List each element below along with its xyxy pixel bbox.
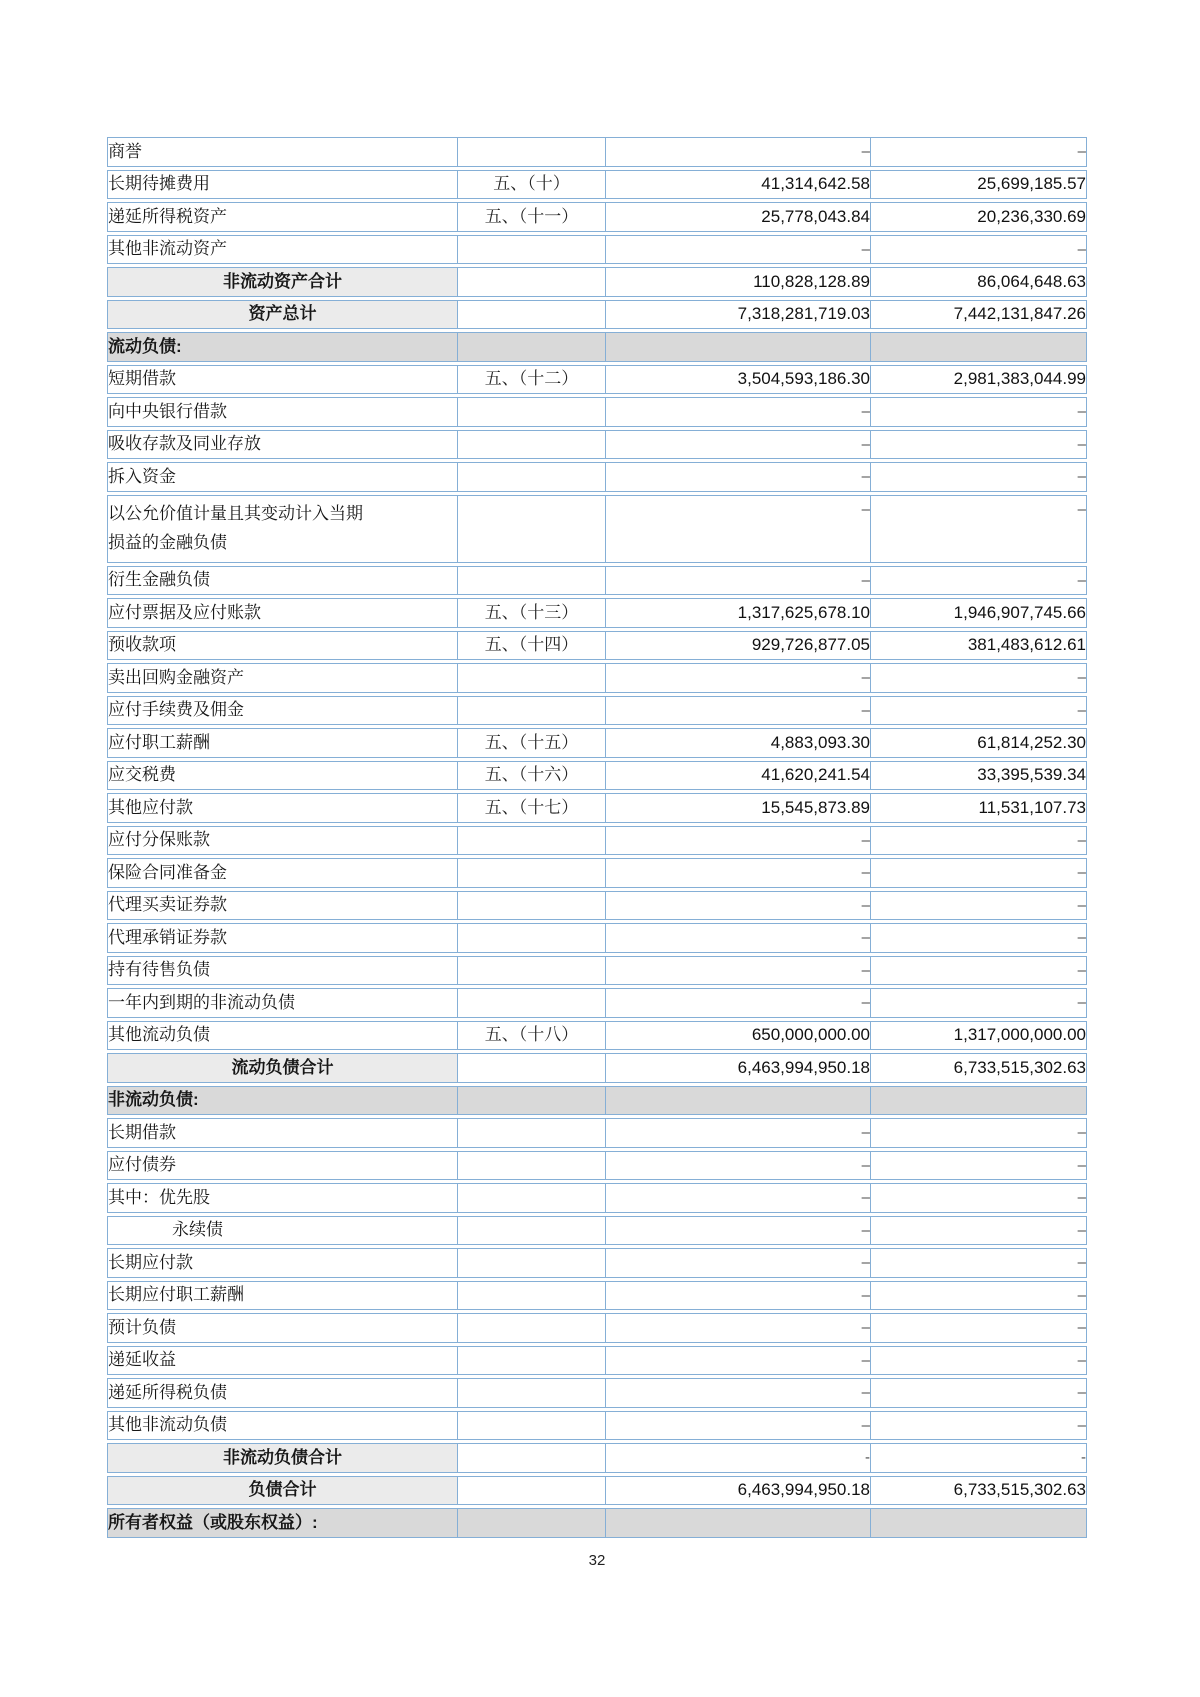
item-label-cell: 应付票据及应付账款 — [107, 598, 458, 628]
prior-period-amount-cell: – — [871, 1216, 1087, 1246]
prior-period-amount-cell: – — [871, 1313, 1087, 1343]
item-label-cell: 其中：优先股 — [107, 1183, 458, 1213]
item-label-line2: 损益的金融负债 — [108, 532, 227, 552]
prior-period-amount-cell: – — [871, 1346, 1087, 1376]
table-row — [107, 696, 1087, 726]
note-reference-cell — [458, 1053, 606, 1083]
prior-period-amount-cell: 6,733,515,302.63 — [871, 1476, 1087, 1506]
item-label-cell: 向中央银行借款 — [107, 397, 458, 427]
prior-period-amount-cell: 6,733,515,302.63 — [871, 1053, 1087, 1083]
item-label-cell: 非流动负债合计 — [107, 1443, 458, 1473]
note-reference-cell — [458, 1216, 606, 1246]
current-period-amount-cell: – — [606, 430, 871, 460]
item-label-cell: 商誉 — [107, 137, 458, 167]
current-period-amount-cell: 3,504,593,186.30 — [606, 365, 871, 395]
prior-period-amount-cell: – — [871, 495, 1087, 563]
table-row — [107, 956, 1087, 986]
table-row — [107, 332, 1087, 362]
note-reference-cell — [458, 1248, 606, 1278]
item-label-cell: 应付分保账款 — [107, 826, 458, 856]
table-row — [107, 923, 1087, 953]
item-label-cell: 递延所得税资产 — [107, 202, 458, 232]
item-label-cell: 非流动资产合计 — [107, 267, 458, 297]
current-period-amount-cell: – — [606, 1118, 871, 1148]
prior-period-amount-cell: – — [871, 988, 1087, 1018]
prior-period-amount-cell: – — [871, 1281, 1087, 1311]
table-row — [107, 1151, 1087, 1181]
note-reference-cell: 五、（十二） — [458, 365, 606, 395]
current-period-amount-cell: – — [606, 137, 871, 167]
item-label-cell: 非流动负债: — [107, 1086, 458, 1116]
note-reference-cell: 五、（十四） — [458, 631, 606, 661]
current-period-amount-cell: – — [606, 891, 871, 921]
prior-period-amount-cell: – — [871, 566, 1087, 596]
current-period-amount-cell: - — [606, 1443, 871, 1473]
current-period-amount-cell: 4,883,093.30 — [606, 728, 871, 758]
prior-period-amount-cell: 33,395,539.34 — [871, 761, 1087, 791]
prior-period-amount-cell: 381,483,612.61 — [871, 631, 1087, 661]
table-row — [107, 988, 1087, 1018]
current-period-amount-cell: 6,463,994,950.18 — [606, 1053, 871, 1083]
prior-period-amount-cell: 86,064,648.63 — [871, 267, 1087, 297]
note-reference-cell — [458, 1346, 606, 1376]
item-label-cell: 其他非流动资产 — [107, 235, 458, 265]
table-row — [107, 1443, 1087, 1473]
prior-period-amount-cell: – — [871, 137, 1087, 167]
prior-period-amount-cell: 20,236,330.69 — [871, 202, 1087, 232]
prior-period-amount-cell: 7,442,131,847.26 — [871, 300, 1087, 330]
prior-period-amount-cell: – — [871, 397, 1087, 427]
current-period-amount-cell: – — [606, 923, 871, 953]
prior-period-amount-cell: – — [871, 1411, 1087, 1441]
table-row — [107, 1053, 1087, 1083]
current-period-amount-cell — [606, 1508, 871, 1538]
note-reference-cell — [458, 1378, 606, 1408]
prior-period-amount-cell: 25,699,185.57 — [871, 170, 1087, 200]
prior-period-amount-cell: – — [871, 430, 1087, 460]
current-period-amount-cell: 650,000,000.00 — [606, 1021, 871, 1051]
current-period-amount-cell: 6,463,994,950.18 — [606, 1476, 871, 1506]
page-number: 32 — [588, 1552, 606, 1569]
note-reference-cell — [458, 235, 606, 265]
current-period-amount-cell: 15,545,873.89 — [606, 793, 871, 823]
current-period-amount-cell: – — [606, 956, 871, 986]
current-period-amount-cell: 41,620,241.54 — [606, 761, 871, 791]
table-row — [107, 170, 1087, 200]
table-row — [107, 1086, 1087, 1116]
note-reference-cell — [458, 495, 606, 563]
current-period-amount-cell: – — [606, 826, 871, 856]
table-row — [107, 1346, 1087, 1376]
note-reference-cell — [458, 1443, 606, 1473]
item-label-cell: 保险合同准备金 — [107, 858, 458, 888]
current-period-amount-cell: 25,778,043.84 — [606, 202, 871, 232]
current-period-amount-cell: – — [606, 1346, 871, 1376]
current-period-amount-cell: – — [606, 663, 871, 693]
note-reference-cell — [458, 696, 606, 726]
table-row — [107, 793, 1087, 823]
item-label-cell: 长期应付职工薪酬 — [107, 1281, 458, 1311]
item-label-cell: 资产总计 — [107, 300, 458, 330]
current-period-amount-cell: – — [606, 397, 871, 427]
table-row — [107, 1313, 1087, 1343]
item-label-cell: 吸收存款及同业存放 — [107, 430, 458, 460]
prior-period-amount-cell — [871, 1086, 1087, 1116]
table-row — [107, 430, 1087, 460]
item-label-cell: 应交税费 — [107, 761, 458, 791]
prior-period-amount-cell: – — [871, 1378, 1087, 1408]
prior-period-amount-cell — [871, 1508, 1087, 1538]
prior-period-amount-cell: – — [871, 858, 1087, 888]
current-period-amount-cell: – — [606, 1183, 871, 1213]
current-period-amount-cell: – — [606, 566, 871, 596]
current-period-amount-cell: – — [606, 1248, 871, 1278]
note-reference-cell — [458, 956, 606, 986]
note-reference-cell — [458, 1086, 606, 1116]
item-label-cell: 永续债 — [107, 1216, 458, 1246]
note-reference-cell: 五、（十七） — [458, 793, 606, 823]
item-label-cell: 预计负债 — [107, 1313, 458, 1343]
table-row — [107, 1183, 1087, 1213]
prior-period-amount-cell: – — [871, 462, 1087, 492]
current-period-amount-cell — [606, 332, 871, 362]
table-row — [107, 891, 1087, 921]
current-period-amount-cell: 110,828,128.89 — [606, 267, 871, 297]
prior-period-amount-cell: – — [871, 663, 1087, 693]
note-reference-cell — [458, 826, 606, 856]
note-reference-cell — [458, 462, 606, 492]
current-period-amount-cell — [606, 1086, 871, 1116]
current-period-amount-cell: – — [606, 462, 871, 492]
table-row — [107, 137, 1087, 167]
note-reference-cell — [458, 566, 606, 596]
note-reference-cell — [458, 1508, 606, 1538]
table-row — [107, 631, 1087, 661]
prior-period-amount-cell: – — [871, 891, 1087, 921]
table-row — [107, 663, 1087, 693]
note-reference-cell — [458, 1183, 606, 1213]
note-reference-cell — [458, 1411, 606, 1441]
item-label-cell: 一年内到期的非流动负债 — [107, 988, 458, 1018]
prior-period-amount-cell: 61,814,252.30 — [871, 728, 1087, 758]
balance-sheet-table-body — [107, 137, 1087, 1538]
note-reference-cell — [458, 267, 606, 297]
item-label-cell: 持有待售负债 — [107, 956, 458, 986]
note-reference-cell — [458, 300, 606, 330]
item-label-cell: 拆入资金 — [107, 462, 458, 492]
table-row — [107, 1118, 1087, 1148]
table-row — [107, 462, 1087, 492]
item-label-cell: 负债合计 — [107, 1476, 458, 1506]
table-row — [107, 1248, 1087, 1278]
item-label-cell: 长期借款 — [107, 1118, 458, 1148]
item-label-cell: 应付职工薪酬 — [107, 728, 458, 758]
current-period-amount-cell: 41,314,642.58 — [606, 170, 871, 200]
table-row — [107, 1021, 1087, 1051]
item-label-cell: 预收款项 — [107, 631, 458, 661]
current-period-amount-cell: – — [606, 1411, 871, 1441]
note-reference-cell: 五、（十五） — [458, 728, 606, 758]
prior-period-amount-cell: 1,946,907,745.66 — [871, 598, 1087, 628]
note-reference-cell: 五、（十八） — [458, 1021, 606, 1051]
current-period-amount-cell: – — [606, 1151, 871, 1181]
table-row — [107, 826, 1087, 856]
current-period-amount-cell: 7,318,281,719.03 — [606, 300, 871, 330]
item-label-cell: 代理买卖证券款 — [107, 891, 458, 921]
table-row — [107, 1216, 1087, 1246]
note-reference-cell — [458, 137, 606, 167]
current-period-amount-cell: – — [606, 1216, 871, 1246]
note-reference-cell: 五、（十三） — [458, 598, 606, 628]
item-label-cell — [107, 495, 458, 563]
note-reference-cell — [458, 663, 606, 693]
prior-period-amount-cell: – — [871, 1248, 1087, 1278]
note-reference-cell: 五、（十一） — [458, 202, 606, 232]
table-row — [107, 566, 1087, 596]
table-row — [107, 1378, 1087, 1408]
current-period-amount-cell: – — [606, 988, 871, 1018]
item-label-cell: 其他流动负债 — [107, 1021, 458, 1051]
note-reference-cell — [458, 1476, 606, 1506]
prior-period-amount-cell: – — [871, 923, 1087, 953]
item-label-cell: 卖出回购金融资产 — [107, 663, 458, 693]
table-row — [107, 1281, 1087, 1311]
item-label-cell: 其他应付款 — [107, 793, 458, 823]
note-reference-cell — [458, 332, 606, 362]
current-period-amount-cell: 929,726,877.05 — [606, 631, 871, 661]
current-period-amount-cell: – — [606, 1313, 871, 1343]
prior-period-amount-cell: - — [871, 1443, 1087, 1473]
item-label-line1: 以公允价值计量且其变动计入当期 — [108, 504, 363, 524]
item-label-cell: 递延收益 — [107, 1346, 458, 1376]
item-label-cell: 应付手续费及佣金 — [107, 696, 458, 726]
item-label-cell: 代理承销证券款 — [107, 923, 458, 953]
table-row — [107, 365, 1087, 395]
note-reference-cell — [458, 430, 606, 460]
table-row — [107, 728, 1087, 758]
prior-period-amount-cell: – — [871, 1151, 1087, 1181]
table-row — [107, 267, 1087, 297]
table-row — [107, 1476, 1087, 1506]
prior-period-amount-cell: – — [871, 956, 1087, 986]
table-row — [107, 1411, 1087, 1441]
prior-period-amount-cell: 2,981,383,044.99 — [871, 365, 1087, 395]
table-row — [107, 598, 1087, 628]
item-label-cell: 衍生金融负债 — [107, 566, 458, 596]
item-label-cell: 流动负债: — [107, 332, 458, 362]
prior-period-amount-cell: – — [871, 696, 1087, 726]
note-reference-cell — [458, 1281, 606, 1311]
note-reference-cell — [458, 858, 606, 888]
item-label-cell: 短期借款 — [107, 365, 458, 395]
note-reference-cell — [458, 1118, 606, 1148]
current-period-amount-cell: – — [606, 235, 871, 265]
prior-period-amount-cell: 1,317,000,000.00 — [871, 1021, 1087, 1051]
current-period-amount-cell: – — [606, 495, 871, 563]
prior-period-amount-cell: – — [871, 1118, 1087, 1148]
note-reference-cell — [458, 397, 606, 427]
note-reference-cell: 五、（十六） — [458, 761, 606, 791]
item-label-cell: 应付债券 — [107, 1151, 458, 1181]
prior-period-amount-cell: – — [871, 1183, 1087, 1213]
current-period-amount-cell: – — [606, 696, 871, 726]
item-label-cell: 流动负债合计 — [107, 1053, 458, 1083]
note-reference-cell — [458, 988, 606, 1018]
current-period-amount-cell: – — [606, 1281, 871, 1311]
note-reference-cell — [458, 923, 606, 953]
prior-period-amount-cell — [871, 332, 1087, 362]
balance-sheet-table — [107, 134, 1087, 1541]
table-row — [107, 235, 1087, 265]
current-period-amount-cell: 1,317,625,678.10 — [606, 598, 871, 628]
table-row — [107, 397, 1087, 427]
table-row — [107, 495, 1087, 563]
item-label-cell: 递延所得税负债 — [107, 1378, 458, 1408]
note-reference-cell — [458, 891, 606, 921]
item-label-cell: 长期应付款 — [107, 1248, 458, 1278]
item-label-cell: 长期待摊费用 — [107, 170, 458, 200]
prior-period-amount-cell: – — [871, 826, 1087, 856]
table-row — [107, 858, 1087, 888]
note-reference-cell: 五、（十） — [458, 170, 606, 200]
prior-period-amount-cell: – — [871, 235, 1087, 265]
item-label-cell: 所有者权益（或股东权益）: — [107, 1508, 458, 1538]
note-reference-cell — [458, 1151, 606, 1181]
table-row — [107, 300, 1087, 330]
current-period-amount-cell: – — [606, 1378, 871, 1408]
table-row — [107, 1508, 1087, 1538]
table-row — [107, 202, 1087, 232]
table-row — [107, 761, 1087, 791]
item-label-cell: 其他非流动负债 — [107, 1411, 458, 1441]
prior-period-amount-cell: 11,531,107.73 — [871, 793, 1087, 823]
note-reference-cell — [458, 1313, 606, 1343]
current-period-amount-cell: – — [606, 858, 871, 888]
